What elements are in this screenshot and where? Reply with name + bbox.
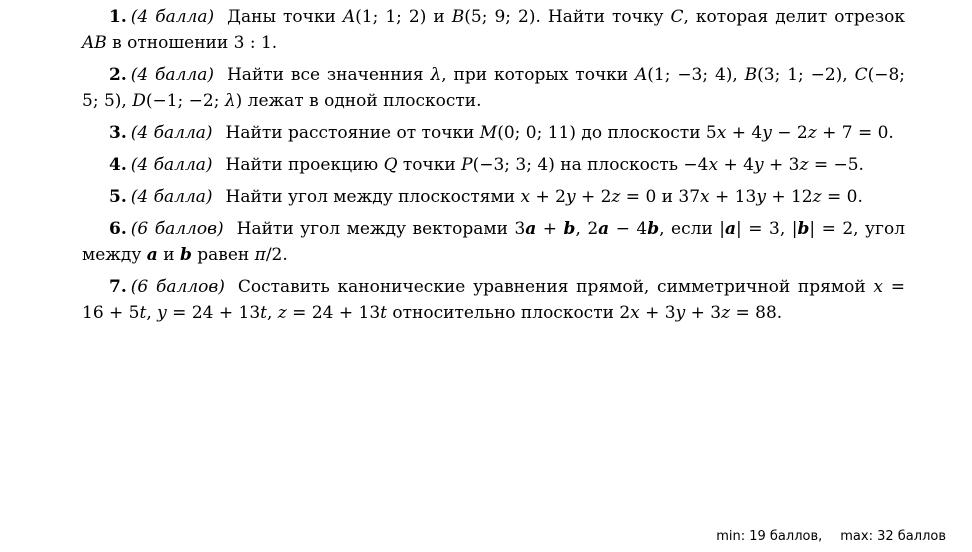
problem-number: 7. xyxy=(109,277,127,297)
math-variable: λ xyxy=(430,65,442,85)
math-variable: z xyxy=(799,155,809,175)
vector-variable: b xyxy=(563,219,576,239)
text-run: равен xyxy=(191,245,255,265)
text-run: (−8; 5; 5), xyxy=(82,65,905,111)
text-run: + 4 xyxy=(718,155,754,175)
math-variable: A xyxy=(635,65,648,85)
text-run: в отношении 3 : 1. xyxy=(106,33,278,53)
vector-variable: a xyxy=(725,219,737,239)
math-variable: y xyxy=(157,303,167,323)
math-variable: y xyxy=(565,187,576,207)
vector-variable: a xyxy=(598,219,610,239)
text-run: , которая делит отрезок xyxy=(683,7,905,27)
problem-number: 4. xyxy=(109,155,127,175)
text-run: = 0. xyxy=(821,187,863,207)
math-variable: t xyxy=(380,303,387,323)
math-variable: D xyxy=(132,91,146,111)
vector-variable: b xyxy=(647,219,660,239)
text-run: (−1; −2; xyxy=(145,91,225,111)
problem-2 xyxy=(82,62,905,114)
math-variable: t xyxy=(139,303,147,323)
text-run: + 13 xyxy=(709,187,757,207)
math-variable: B xyxy=(744,65,758,85)
problem-3 xyxy=(82,120,905,146)
math-variable: y xyxy=(762,123,772,143)
min-score-label: min: 19 баллов, xyxy=(716,529,823,544)
problem-points: (4 балла) xyxy=(130,155,213,175)
text-run: = 0 и 37 xyxy=(620,187,701,207)
problem-4 xyxy=(82,152,905,178)
text-run: + 4 xyxy=(726,123,763,143)
problem-number: 1. xyxy=(109,7,127,27)
text-run: + 12 xyxy=(765,187,813,207)
math-variable: AB xyxy=(82,33,107,53)
text-run: + 3 xyxy=(685,303,722,323)
math-variable: z xyxy=(611,187,621,207)
math-variable: Q xyxy=(383,155,398,175)
math-variable: π xyxy=(254,245,266,265)
math-variable: z xyxy=(277,303,287,323)
text-run: , при которых точки xyxy=(441,65,635,85)
text-run: | = 2, угол между xyxy=(82,219,905,265)
problem-number: 6. xyxy=(109,219,127,239)
math-variable: z xyxy=(721,303,731,323)
problem-5 xyxy=(82,184,905,210)
text-run: Найти расстояние от точки xyxy=(225,123,480,143)
problem-points: (4 балла) xyxy=(130,187,213,207)
text-run: | = 3, | xyxy=(736,219,798,239)
text-run: = −5. xyxy=(808,155,864,175)
text-run: + 7 = 0. xyxy=(816,123,894,143)
text-run: + xyxy=(536,219,564,239)
text-run: (0; 0; 11) до плоскости 5 xyxy=(497,123,717,143)
text-run: Даны точки xyxy=(227,7,343,27)
math-variable: x xyxy=(630,303,640,323)
problem-6 xyxy=(82,216,905,268)
math-variable: t xyxy=(260,303,267,323)
text-run: , 2 xyxy=(575,219,599,239)
text-run: , если | xyxy=(659,219,726,239)
text-run: (3; 1; −2), xyxy=(757,65,855,85)
text-run: = 88. xyxy=(730,303,783,323)
problem-points: (6 баллов) xyxy=(130,277,225,297)
problem-points: (4 балла) xyxy=(130,7,215,27)
vector-variable: a xyxy=(525,219,537,239)
text-run: = 24 + 13 xyxy=(166,303,261,323)
vector-variable: b xyxy=(179,245,192,265)
math-variable: C xyxy=(670,7,684,27)
problem-number: 5. xyxy=(109,187,127,207)
text-run: + 2 xyxy=(575,187,612,207)
math-variable: A xyxy=(342,7,356,27)
math-variable: λ xyxy=(224,91,236,111)
problems-list xyxy=(82,4,905,332)
math-variable: x xyxy=(716,123,727,143)
vector-variable: a xyxy=(146,245,158,265)
problem-points: (4 балла) xyxy=(130,65,214,85)
math-variable: C xyxy=(854,65,868,85)
text-run: (1; −3; 4), xyxy=(647,65,745,85)
text-run: Найти угол между векторами 3 xyxy=(236,219,526,239)
problem-number: 2. xyxy=(109,65,127,85)
math-variable: P xyxy=(461,155,473,175)
math-variable: y xyxy=(756,187,766,207)
problem-points: (4 балла) xyxy=(130,123,213,143)
problem-points: (6 баллов) xyxy=(130,219,224,239)
text-run: и xyxy=(157,245,180,265)
text-run: /2. xyxy=(265,245,288,265)
text-run: (−3; 3; 4) на плоскость −4 xyxy=(472,155,709,175)
text-run: − 2 xyxy=(771,123,808,143)
text-run: Составить канонические уравнения прямой, симметричной прямой xyxy=(237,277,874,297)
problem-7 xyxy=(82,274,905,326)
text-run: = 16 + 5 xyxy=(82,277,905,323)
text-run: − 4 xyxy=(609,219,648,239)
math-variable: z xyxy=(812,187,822,207)
math-variable: y xyxy=(753,155,764,175)
math-variable: B xyxy=(451,7,465,27)
text-run: (1; 1; 2) и xyxy=(355,7,452,27)
vector-variable: b xyxy=(797,219,810,239)
text-run: , xyxy=(266,303,278,323)
math-variable: x xyxy=(700,187,710,207)
text-run: Найти угол между плоскостями xyxy=(225,187,521,207)
text-run: относительно плоскости 2 xyxy=(386,303,631,323)
text-run: ) лежат в одной плоскости. xyxy=(235,91,482,111)
math-variable: x xyxy=(520,187,531,207)
text-run: + 3 xyxy=(763,155,800,175)
score-summary xyxy=(716,529,946,544)
math-variable: z xyxy=(807,123,817,143)
text-run: , xyxy=(146,303,158,323)
math-variable: x xyxy=(873,277,883,297)
max-score-label: max: 32 баллов xyxy=(840,529,946,544)
text-run: Найти проекцию xyxy=(225,155,384,175)
text-run: (5; 9; 2). Найти точку xyxy=(464,7,671,27)
math-variable: M xyxy=(479,123,498,143)
text-run: + 2 xyxy=(530,187,566,207)
text-run: = 24 + 13 xyxy=(286,303,381,323)
text-run: точки xyxy=(397,155,462,175)
problem-number: 3. xyxy=(109,123,127,143)
math-variable: y xyxy=(675,303,686,323)
text-run: Найти все значенния xyxy=(226,65,431,85)
math-variable: x xyxy=(708,155,719,175)
text-run: + 3 xyxy=(639,303,676,323)
problem-1 xyxy=(82,4,905,56)
